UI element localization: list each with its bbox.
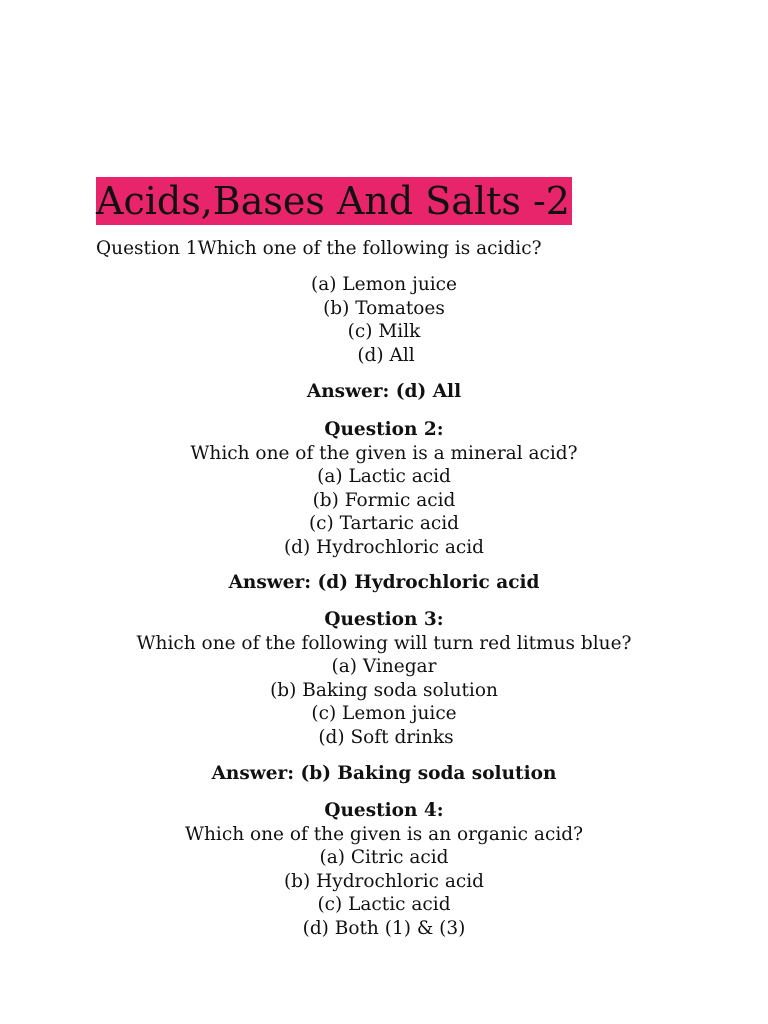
option-text: (b) Baking soda solution <box>270 679 498 701</box>
question-heading: Question 2: <box>324 419 444 440</box>
question-1-answer-block <box>0 380 768 404</box>
option-text: (a) Lemon juice <box>311 274 457 295</box>
question-text: Which one of the given is an organic acid? <box>185 823 583 845</box>
option-text: (c) Lactic acid <box>317 894 451 915</box>
option-text: (d) Soft drinks <box>318 726 454 748</box>
question-heading: Question 4: <box>324 800 444 821</box>
question-3-block <box>0 608 768 749</box>
question-text: Which one of the given is a mineral acid? <box>190 442 578 464</box>
question-2-block <box>0 418 768 559</box>
question-2-answer-block <box>0 571 768 595</box>
question-heading: Question 3: <box>324 609 444 630</box>
option-text: (b) Formic acid <box>312 489 456 511</box>
option-text: (a) Citric acid <box>319 847 449 868</box>
question-3-answer-block <box>0 762 768 786</box>
option-text: (d) Both (1) & (3) <box>302 917 466 939</box>
option-text: (a) Lactic acid <box>317 466 451 487</box>
answer-text: Answer: (d) Hydrochloric acid <box>228 572 540 593</box>
answer-text: Answer: (d) All <box>306 381 462 402</box>
option-text: (d) Hydrochloric acid <box>283 536 485 558</box>
option-text: (c) Lemon juice <box>311 703 457 724</box>
option-text: (c) Milk <box>347 321 421 342</box>
question-text: Which one of the following will turn red litmus blue? <box>136 632 632 654</box>
question-4-block <box>0 799 768 940</box>
page-title: Acids,Bases And Salts -2 <box>96 179 570 223</box>
answer-text: Answer: (b) Baking soda solution <box>211 763 557 784</box>
option-text: (d) All <box>357 344 415 366</box>
option-text: (c) Tartaric acid <box>308 513 460 534</box>
option-text: (a) Vinegar <box>331 656 437 677</box>
question-1-text: Question 1Which one of the following is acidic? <box>96 238 542 259</box>
option-text: (b) Hydrochloric acid <box>283 870 485 892</box>
option-text: (b) Tomatoes <box>323 297 445 319</box>
question-1-options <box>0 273 768 367</box>
